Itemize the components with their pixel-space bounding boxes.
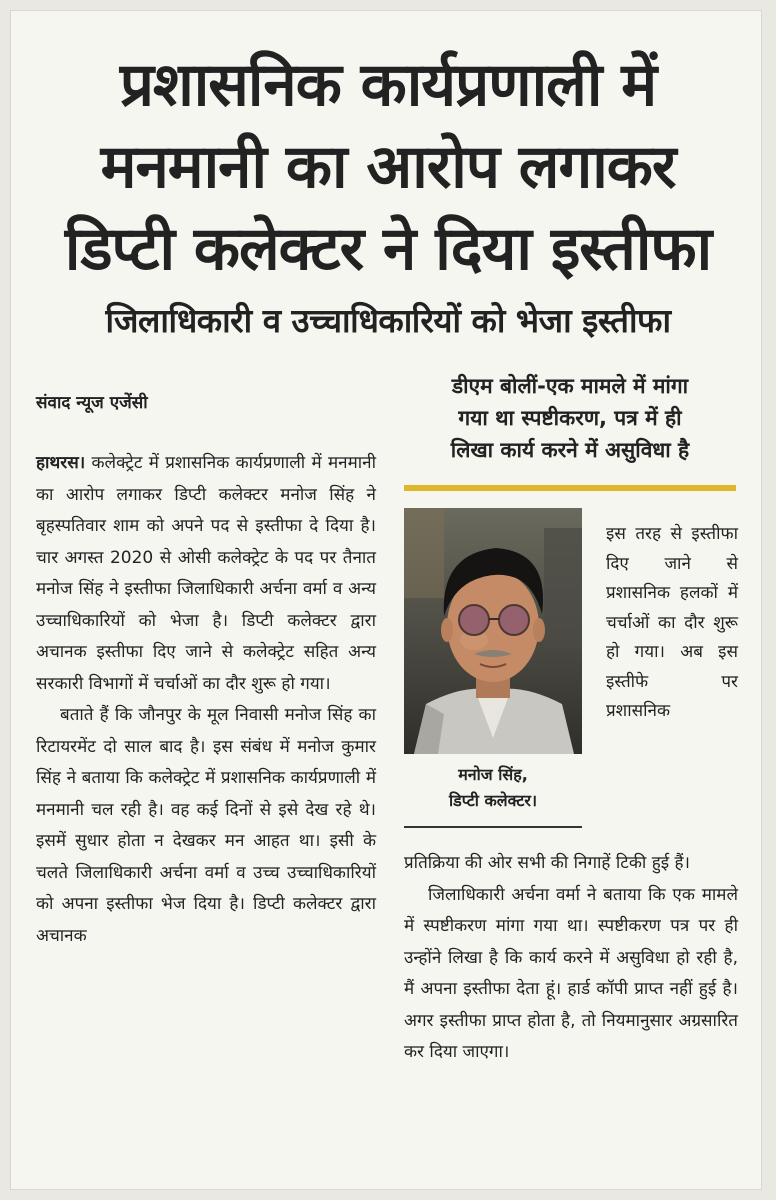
accent-rule xyxy=(404,485,736,491)
headline-line: मनमानी का आरोप लगाकर xyxy=(100,132,676,202)
body-paragraph: बताते हैं कि जौनपुर के मूल निवासी मनोज सिंह का रिटायरमेंट दो साल बाद है। इस संबंध में मनोज कुमार सिंह ने बताया कि कलेक्ट्रेट में प्रशासनिक कार्यप्रणाली में मनमानी चल रही है। वह कई दिनों से इसे देख रहे थे। इसमें सुधार होता न देखकर मन आहत था। इसी के चलते जिलाधिकारी अर्चना वर्मा व उच्च उच्चाधिकारियों को अपना इस्तीफा भेज दिया है। डिप्टी कलेक्टर द्वारा अचानक xyxy=(36,705,376,946)
headline-line: डिप्टी कलेक्टर ने दिया इस्तीफा xyxy=(64,214,712,284)
subheadline: जिलाधिकारी व उच्चाधिकारियों को भेजा इस्तीफा xyxy=(105,301,671,340)
continuation-paragraph: प्रतिक्रिया की ओर सभी की निगाहें टिकी हुई हैं। xyxy=(404,853,690,873)
lead-paragraph xyxy=(36,448,376,700)
right-narrow-column: इस तरह से इस्तीफा दिए जाने से प्रशासनिक हलकों में चर्चाओं का दौर शुरू हो गया। अब इस इस्तीफे पर प्रशासनिक xyxy=(606,524,738,721)
dateline: हाथरस। xyxy=(36,453,86,473)
portrait-photo xyxy=(404,508,582,754)
headline-line: प्रशासनिक कार्यप्रणाली में xyxy=(119,50,657,120)
byline: संवाद न्यूज एजेंसी xyxy=(36,393,148,413)
kicker-line: गया था स्पष्टीकरण, पत्र में ही xyxy=(458,406,682,430)
caption-rule xyxy=(404,826,582,828)
caption-name: मनोज सिंह, xyxy=(458,765,528,784)
dm-statement-paragraph: जिलाधिकारी अर्चना वर्मा ने बताया कि एक मामले में स्पष्टीकरण मांगा गया था। स्पष्टीकरण पत्र पर ही उन्होंने लिखा है कि कार्य करने में असुविधा हो रही है, मैं अपना इस्तीफा देता हूं। हार्ड कॉपी प्राप्त नहीं हुई है। अगर इस्तीफा प्राप्त होता है, तो नियमानुसार अग्रसारित कर दिया जाएगा। xyxy=(404,884,738,1062)
right-column xyxy=(404,848,738,1069)
left-column xyxy=(36,448,376,952)
lead-text: कलेक्ट्रेट में प्रशासनिक कार्यप्रणाली में मनमानी का आरोप लगाकर डिप्टी कलेक्टर मनोज सिंह ने बृहस्पतिवार शाम को अपने पद से इस्तीफा दे दिया है। चार अगस्त 2020 से ओसी कलेक्ट्रेट के पद पर तैनात मनोज सिंह ने इस्तीफा जिलाधिकारी अर्चना वर्मा व अन्य उच्चाधिकारियों को भेजा है। डिप्टी कलेक्टर द्वारा अचानक इस्तीफा दिए जाने से कलेक्ट्रेट सहित अन्य सरकारी विभागों में चर्चाओं का दौर शुरू हो गया। xyxy=(36,453,376,694)
kicker-line: डीएम बोलीं-एक मामले में मांगा xyxy=(451,374,689,398)
kicker-line: लिखा कार्य करने में असुविधा है xyxy=(450,438,690,462)
caption-title: डिप्टी कलेक्टर। xyxy=(448,791,538,810)
kicker-headline xyxy=(402,370,738,466)
photo-caption xyxy=(404,762,582,814)
headline xyxy=(0,44,776,290)
portrait-illustration xyxy=(404,508,582,754)
